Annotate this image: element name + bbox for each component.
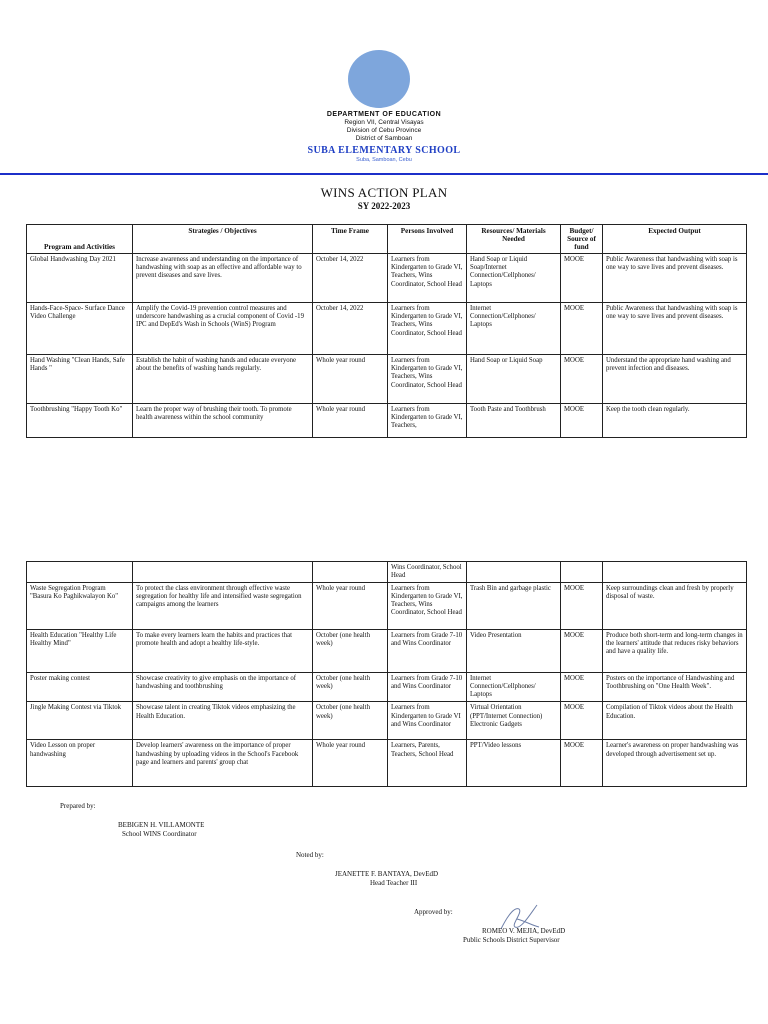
table-cell: To protect the class environment through effective waste segregation for healthy life and intensified waste segregation campaigns among the learners: [133, 583, 313, 630]
column-header: Resources/ Materials Needed: [467, 225, 561, 254]
approved-by-title: Public Schools District Supervisor: [463, 936, 560, 944]
school-name: SUBA ELEMENTARY SCHOOL: [307, 145, 461, 156]
table-cell: Whole year round: [313, 404, 388, 438]
table-cell: Health Education "Healthy Life Healthy Mind": [27, 630, 133, 673]
header-rule: [0, 173, 768, 175]
table-cell: Whole year round: [313, 355, 388, 404]
table-cell: MOOE: [561, 630, 603, 673]
prepared-by-title: School WINS Coordinator: [122, 830, 197, 838]
table-cell: Hand Washing "Clean Hands, Safe Hands ": [27, 355, 133, 404]
noted-by-title: Head Teacher III: [370, 879, 418, 887]
action-plan-table-continued: [26, 561, 747, 787]
table-cell: Learners, Parents, Teachers, School Head: [388, 740, 467, 787]
table-cell: Increase awareness and understanding on the importance of handwashing with soap as an effective and affordable way to prevent diseases and save lives.: [133, 254, 313, 303]
table-cell: Learners from Kindergarten to Grade VI, Teachers, Wins Coordinator, School Head: [388, 254, 467, 303]
table-row: [27, 740, 747, 787]
table-cell: Showcase talent in creating Tiktok videos emphasizing the Health Education.: [133, 702, 313, 740]
table-cell: Internet Connection/Cellphones/ Laptops: [467, 673, 561, 702]
action-plan-table: [26, 224, 747, 438]
table-row: [27, 562, 747, 583]
school-logo: [348, 50, 410, 108]
table-cell: Compilation of Tiktok videos about the Health Education.: [603, 702, 747, 740]
department-name: DEPARTMENT OF EDUCATION: [326, 111, 442, 118]
table-cell: Showcase creativity to give emphasis on the importance of handwashing and toothbrushing: [133, 673, 313, 702]
table-cell: Produce both short-term and long-term changes in the learners' attitude that reduces risky behaviors and have a quality life.: [603, 630, 747, 673]
table-cell: Toothbrushing "Happy Tooth Ko": [27, 404, 133, 438]
table-cell: Jingle Making Contest via Tiktok: [27, 702, 133, 740]
table-cell: MOOE: [561, 583, 603, 630]
table-cell: Video Presentation: [467, 630, 561, 673]
table-cell: Learner's awareness on proper handwashing was developed through advertisement set up.: [603, 740, 747, 787]
column-header: Time Frame: [313, 225, 388, 254]
column-header: Program and Activities: [27, 225, 133, 254]
table-cell: October (one health week): [313, 630, 388, 673]
district-name: District of Samboan: [355, 135, 413, 142]
table-cell: MOOE: [561, 673, 603, 702]
table-cell: Learners from Kindergarten to Grade VI, Teachers, Wins Coordinator, School Head: [388, 355, 467, 404]
table-cell: Establish the habit of washing hands and educate everyone about the benefits of washing hands regularly.: [133, 355, 313, 404]
table-cell: October (one health week): [313, 673, 388, 702]
table-cell: Understand the appropriate hand washing and prevent infection and diseases.: [603, 355, 747, 404]
table-cell: Learners from Kindergarten to Grade VI, Teachers,: [388, 404, 467, 438]
table-row: [27, 583, 747, 630]
table-cell: Global Handwashing Day 2021: [27, 254, 133, 303]
table-row: [27, 673, 747, 702]
table-header-row: [27, 225, 747, 254]
table-cell: Learners from Kindergarten to Grade VI, Teachers, Wins Coordinator, School Head: [388, 583, 467, 630]
table-cell: MOOE: [561, 702, 603, 740]
table-cell: Learners from Grade 7-10 and Wins Coordinator: [388, 630, 467, 673]
approved-by-name: ROMEO V. MEJIA, DevEdD: [482, 927, 566, 935]
table-cell: MOOE: [561, 254, 603, 303]
table-cell: Video Lesson on proper handwashing: [27, 740, 133, 787]
column-header: Expected Output: [603, 225, 747, 254]
table-cell: Hands-Face-Space- Surface Dance Video Challenge: [27, 303, 133, 355]
division-name: Division of Cebu Province: [346, 127, 422, 134]
column-header: Budget/ Source of fund: [561, 225, 603, 254]
table-cell: Learners from Kindergarten to Grade VI, Teachers, Wins Coordinator, School Head: [388, 303, 467, 355]
document-title: WINS ACTION PLAN: [320, 185, 448, 200]
table-cell: October (one health week): [313, 702, 388, 740]
table-cell: October 14, 2022: [313, 303, 388, 355]
column-header: Persons Involved: [388, 225, 467, 254]
table-row: [27, 303, 747, 355]
table-cell: Develop learners' awareness on the importance of proper handwashing by uploading videos in the School's Facebook page and learners and parents' group chat: [133, 740, 313, 787]
noted-by-name: JEANETTE F. BANTAYA, DevEdD: [335, 870, 439, 878]
table-cell: Public Awareness that handwashing with soap is one way to save lives and prevent diseases.: [603, 254, 747, 303]
column-header: Strategies / Objectives: [133, 225, 313, 254]
table-cell: PPT/Video lessons: [467, 740, 561, 787]
table-row: [27, 355, 747, 404]
table-cell: Virtual Orientation (PPT/Internet Connection) Electronic Gadgets: [467, 702, 561, 740]
table-cell: Learners from Grade 7-10 and Wins Coordinator: [388, 673, 467, 702]
table-cell: MOOE: [561, 404, 603, 438]
table-row: [27, 404, 747, 438]
table-cell: Wins Coordinator, School Head: [388, 562, 467, 583]
table-cell: Trash Bin and garbage plastic: [467, 583, 561, 630]
table-cell: MOOE: [561, 303, 603, 355]
school-address: Suba, Samboan, Cebu: [356, 157, 412, 163]
school-year: SY 2022-2023: [357, 201, 411, 211]
table-cell: Public Awareness that handwashing with soap is one way to save lives and prevent diseases.: [603, 303, 747, 355]
table-cell: Posters on the importance of Handwashing and Toothbrushing on "One Health Week".: [603, 673, 747, 702]
table-cell: Poster making contest: [27, 673, 133, 702]
region-name: Region VII, Central Visayas: [344, 119, 424, 126]
table-cell: Learn the proper way of brushing their tooth. To promote health awareness within the school community: [133, 404, 313, 438]
table-cell: October 14, 2022: [313, 254, 388, 303]
approved-by-label: Approved by:: [414, 908, 453, 916]
table-cell: MOOE: [561, 355, 603, 404]
table-cell: Keep surroundings clean and fresh by properly disposal of waste.: [603, 583, 747, 630]
table-row: [27, 254, 747, 303]
table-cell: MOOE: [561, 740, 603, 787]
noted-by-label: Noted by:: [296, 851, 324, 859]
table-cell: Keep the tooth clean regularly.: [603, 404, 747, 438]
table-cell: To make every learners learn the habits and practices that promote health and adopt a healthy life-style.: [133, 630, 313, 673]
table-cell: Hand Soap or Liquid Soap: [467, 355, 561, 404]
table-row: [27, 702, 747, 740]
prepared-by-name: BEBIGEN H. VILLAMONTE: [118, 821, 205, 829]
table-row: [27, 630, 747, 673]
table-cell: Learners from Kindergarten to Grade VI and Wins Coordinator: [388, 702, 467, 740]
table-cell: Internet Connection/Cellphones/ Laptops: [467, 303, 561, 355]
prepared-by-label: Prepared by:: [60, 802, 96, 810]
table-cell: Hand Soap or Liquid Soap/Internet Connection/Cellphones/ Laptops: [467, 254, 561, 303]
table-cell: Waste Segregation Program "Basura Ko Paghikwalayon Ko": [27, 583, 133, 630]
table-cell: Tooth Paste and Toothbrush: [467, 404, 561, 438]
table-cell: Amplify the Covid-19 prevention control measures and underscore handwashing as a crucial component of Covid -19 IPC and DepEd's Wash in Schools (WinS) Program: [133, 303, 313, 355]
table-cell: Whole year round: [313, 583, 388, 630]
table-cell: Whole year round: [313, 740, 388, 787]
